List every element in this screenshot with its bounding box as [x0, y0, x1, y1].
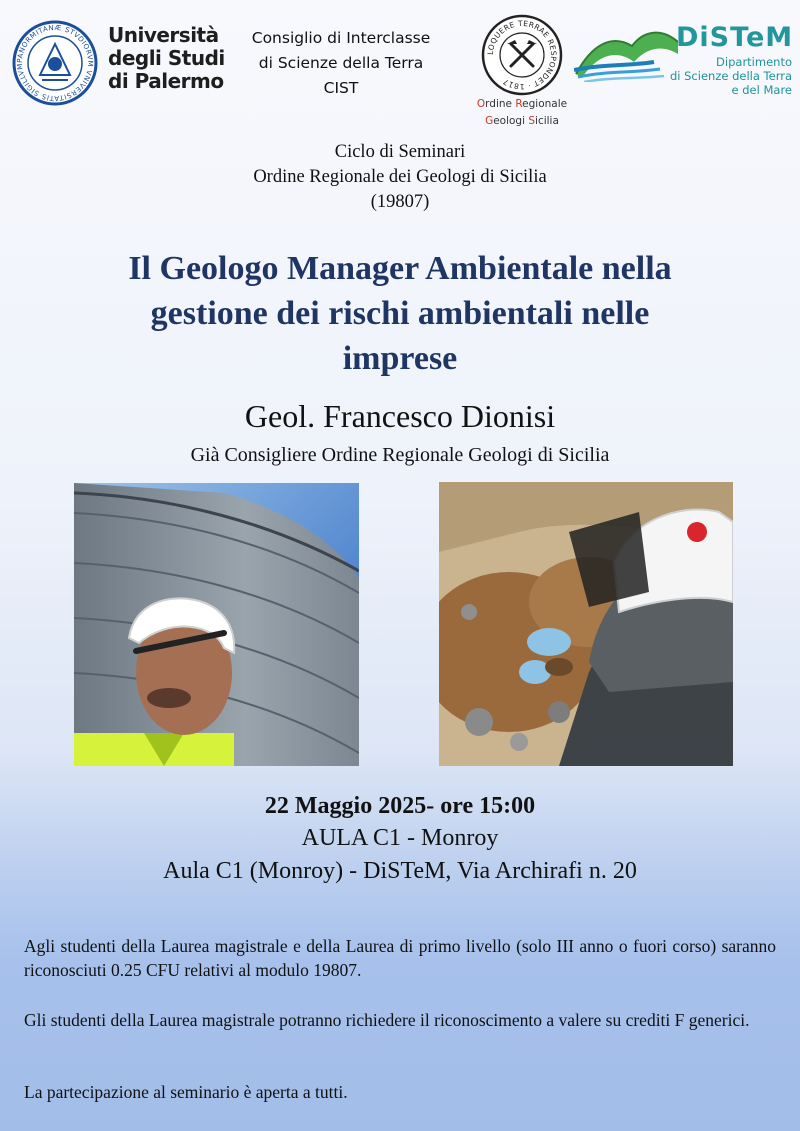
event-room: AULA C1 - Monroy [301, 825, 499, 851]
distem-subtitle [620, 55, 792, 97]
orgs-cap-o: O [476, 98, 486, 110]
orgs-text-d: icilia [535, 115, 559, 127]
cist-line1: Consiglio di Interclasse [251, 29, 431, 47]
page-title [40, 246, 760, 381]
cist-line2: di Scienze della Terra [258, 54, 424, 72]
unipa-seal-icon [12, 20, 98, 106]
unipa-line1: Università [108, 23, 219, 47]
orgs-name-line2 [466, 113, 578, 130]
event-date: 22 Maggio 2025- ore 15:00 [264, 793, 536, 819]
unipa-wordmark [108, 24, 225, 93]
cist-line3: CIST [323, 79, 359, 97]
credits-f-note: Gli studenti della Laurea magistrale potranno richiedere il riconoscimento a valere su crediti F generici. [24, 1010, 750, 1030]
distem-sub-line1: Dipartimento [716, 55, 792, 69]
orgs-text-a: rdine [485, 98, 516, 110]
speaker-photo-tank [74, 483, 359, 766]
unipa-line2: degli Studi [108, 46, 225, 70]
unipa-line3: di Palermo [108, 69, 224, 93]
series-line3: (19807) [370, 192, 430, 212]
title-line1: Il Geologo Manager Ambientale nella [128, 250, 672, 287]
title-line2: gestione dei rischi ambientali nelle [150, 295, 650, 332]
orgs-text-c: eologi [493, 115, 529, 127]
speaker-role: Già Consigliere Ordine Regionale Geologi di Sicilia [190, 444, 610, 466]
orgs-cap-g: G [485, 115, 494, 127]
orgs-name-line1 [466, 96, 578, 113]
distem-sub-line3: e del Mare [731, 83, 792, 97]
series-line1: Ciclo di Seminari [334, 142, 466, 162]
orgs-text-b: egionale [522, 98, 568, 110]
credits-note: Agli studenti della Laurea magistrale e della Laurea di primo livello (solo III anno o fuori corso) saranno riconosciuti 0.25 CFU relativi al modulo 19807. [24, 936, 776, 980]
distem-sub-line2: di Scienze della Terra [669, 69, 792, 83]
orgs-cap-s: S [528, 115, 536, 127]
cist-heading [232, 26, 450, 101]
distem-wordmark: DiSTeM [676, 22, 794, 53]
seminar-series [0, 140, 800, 215]
orgs-seal-icon [481, 14, 563, 96]
orgs-cap-r: R [515, 98, 523, 110]
speaker-name: Geol. Francesco Dionisi [244, 398, 556, 434]
event-address: Aula C1 (Monroy) - DiSTeM, Via Archirafi n. 20 [163, 858, 637, 884]
svg-text:LOQUERE TERRAE RESPONDET · 181: LOQUERE TERRAE RESPONDET · 1817 [485, 18, 559, 92]
orgs-name [466, 96, 578, 130]
title-line3: imprese [342, 340, 458, 377]
svg-text:PANORMITANÆ STVDIORVM VNIVERSI: PANORMITANÆ STVDIORVM VNIVERSITATIS SIGILLVM [15, 23, 95, 103]
series-line2: Ordine Regionale dei Geologi di Sicilia [253, 167, 547, 187]
open-to-all-note: La partecipazione al seminario è aperta a tutti. [24, 1082, 348, 1102]
speaker-photo-field [439, 482, 733, 766]
